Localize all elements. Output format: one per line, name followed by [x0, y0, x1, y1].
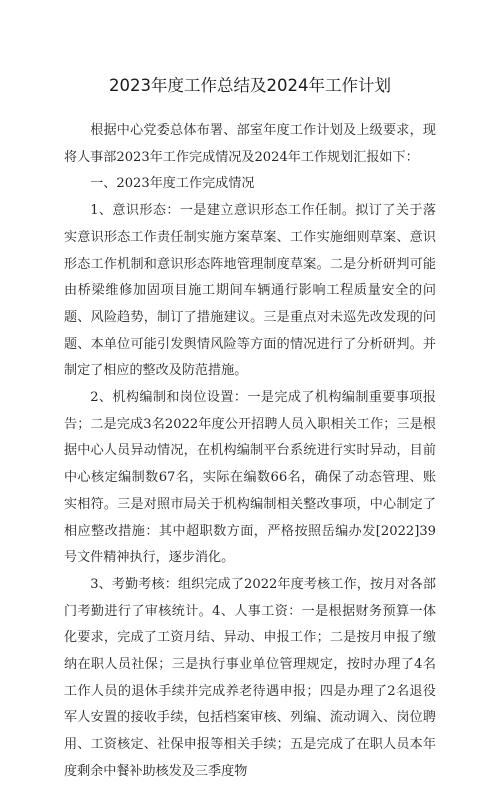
- intro-paragraph: 根据中心党委总体布署、部室年度工作计划及上级要求，现将人事部2023年工作完成情况及2024年工作规划汇报如下：: [64, 123, 436, 165]
- section-heading: 一、2023年度工作完成情况: [90, 176, 255, 192]
- body-paragraph-3: 3、考勤考核：组织完成了2022年度考核工作，按月对各部门考勤进行了审核统计。4、人事工资：一是根据财务预算一体化要求，完成了工资月结、异动、申报工作；二是按月申报了缴纳在职人员社保；三是执行事业单位管理规定，按时办理了4名工作人员的退休手续并完成养老待遇申报；四是办理了2名退役军人安置的接收手续，包括档案审核、列编、流动调入、岗位聘用、工资核定、社保申报等相关手续；五是完成了在职人员本年度剩余中餐补助核发及三季度物: [64, 576, 436, 779]
- document-title: 2023年度工作总结及2024年工作计划: [109, 76, 391, 95]
- body-paragraph-2: 2、机构编制和岗位设置：一是完成了机构编制重要事项报告；二是完成3名2022年度公开招聘人员入职相关工作；三是根据中心人员异动情况，在机构编制平台系统进行实时异动，目前中心核定编制数67名，实际在编数66名，确保了动态管理、账实相符。三是对照市局关于机构编制相关整改事项，中心制定了相应整改措施：其中超职数方面，严格按照岳编办发[2022]39号文件精神执行，逐步消化。: [64, 390, 436, 566]
- body-paragraph-1: 1、意识形态：一是建立意识形态工作任制。拟订了关于落实意识形态工作责任制实施方案草案、工作实施细则草案、意识形态工作机制和意识形态阵地管理制度草案。二是分析研判可能由桥梁维修加固项目施工期间车辆通行影响工程质量安全的问题、风险趋势，制订了措施建议。三是重点对未巡先改发现的问题、本单位可能引发舆情风险等方面的情况进行了分析研判。并制定了相应的整改及防范措施。: [64, 203, 436, 379]
